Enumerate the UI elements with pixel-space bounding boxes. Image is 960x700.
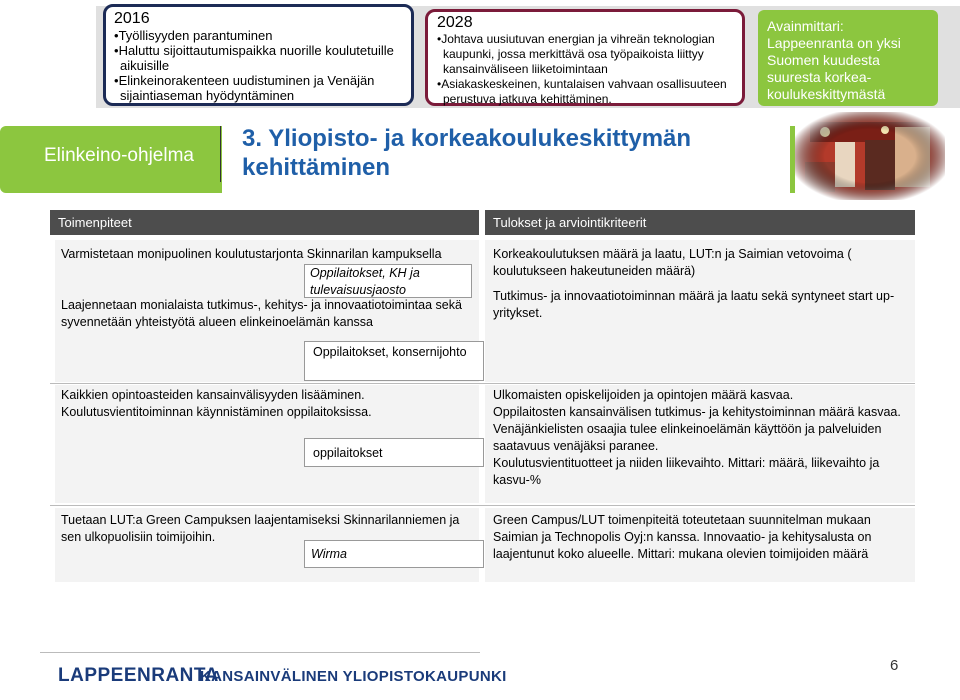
vision-2016-box xyxy=(103,4,414,106)
action-text: Koulutusvientitoiminnan käynnistäminen oppilaitoksissa. xyxy=(61,405,372,419)
result-text: Ulkomaisten opiskelijoiden ja opintojen määrä kasvaa. xyxy=(493,388,794,402)
footer-divider xyxy=(40,652,480,653)
vision-2016-year: 2016 xyxy=(114,10,150,27)
col-header-actions: Toimenpiteet xyxy=(50,210,479,235)
responsible-tag: oppilaitokset xyxy=(304,438,484,467)
vision-2016-item: •Työllisyyden parantuminen xyxy=(114,28,273,43)
vision-2028-item: •Johtava uusiutuvan energian ja vihreän teknologian kaupunki, jossa merkittävä osa työpaikoista liittyy kansainväliseen liiketoimintaan xyxy=(437,32,715,76)
table-row-3-results xyxy=(485,508,915,582)
action-text: Varmistetaan monipuolinen koulutustarjonta Skinnarilan kampuksella xyxy=(61,247,442,261)
campus-photo xyxy=(795,112,945,200)
result-text: Green Campus/LUT toimenpiteitä toteutetaan suunnitelman mukaan Saimian ja Technopolis Oyj:n kanssa. Innovaatio- ja kehitysalusta on laajentunut koko alueelle. Mittari: mukana olevien toimijoiden määrä xyxy=(493,513,872,561)
result-text: Oppilaitosten kansainvälisen tutkimus- ja kehitystoiminnan määrä kasvaa. xyxy=(493,405,901,419)
action-text: Tuetaan LUT:a Green Campuksen laajentamiseksi Skinnarilanniemen ja sen ulkopuolisiin toimijoihin. xyxy=(61,513,460,544)
responsible-tag: Wirma xyxy=(304,540,484,568)
result-text: Tutkimus- ja innovaatiotoiminnan määrä ja laatu sekä syntyneet start up-yritykset. xyxy=(493,289,895,320)
city-tagline: KANSAINVÄLINEN YLIOPISTOKAUPUNKI xyxy=(200,668,507,685)
vision-2028-box xyxy=(425,9,745,106)
program-divider xyxy=(220,126,221,182)
key-indicator-box: Avainmittari: Lappeenranta on yksi Suomen kuudesta suuresta korkea-koulukeskittymästä xyxy=(758,10,938,106)
vision-2028-item: •Asiakaskeskeinen, kuntalaisen vahvaan osallisuuteen perustuva jatkuva kehittäminen. xyxy=(437,77,727,106)
page-title: 3. Yliopisto- ja korkeakoulukeskittymän kehittäminen xyxy=(242,125,692,181)
row-divider xyxy=(50,505,915,506)
result-text: Koulutusvientituotteet ja niiden liikevaihto. Mittari: määrä, liikevaihto ja kasvu-% xyxy=(493,456,880,487)
responsible-tag: Oppilaitokset, konsernijohto xyxy=(304,341,484,381)
lappeenranta-logo: LAPPEENRANTA xyxy=(58,665,219,686)
page-number: 6 xyxy=(890,657,899,674)
action-text: Laajennetaan monialaista tutkimus-, kehitys- ja innovaatiotoimintaa sekä syvennetään yhteistyötä alueen elinkeinoelämän kanssa xyxy=(61,298,462,329)
vision-2016-item: •Haluttu sijoittautumispaikka nuorille koulutetuille aikuisille xyxy=(114,43,394,73)
action-text: Kaikkien opintoasteiden kansainvälisyyden lisääminen. xyxy=(61,388,365,402)
row-divider xyxy=(50,383,915,384)
program-label: Elinkeino-ohjelma xyxy=(44,145,194,166)
table-row-2-results xyxy=(485,385,915,503)
table-row-1-results xyxy=(485,240,915,382)
vision-2016-item: •Elinkeinorakenteen uudistuminen ja Venäjän sijaintiaseman hyödyntäminen xyxy=(114,73,375,103)
col-header-results: Tulokset ja arviointikriteerit xyxy=(485,210,915,235)
result-text: Venäjänkielisten osaajia tulee elinkeinoelämän käyttöön ja palveluiden saatavuus venäjäksi paranee. xyxy=(493,422,882,453)
result-text: Korkeakoulutuksen määrä ja laatu, LUT:n ja Saimian vetovoima ( koulutukseen hakeutuneiden määrä) xyxy=(493,247,852,278)
responsible-tag: Oppilaitokset, KH ja tulevaisuusjaosto xyxy=(304,264,472,298)
vision-2028-year: 2028 xyxy=(437,14,473,31)
